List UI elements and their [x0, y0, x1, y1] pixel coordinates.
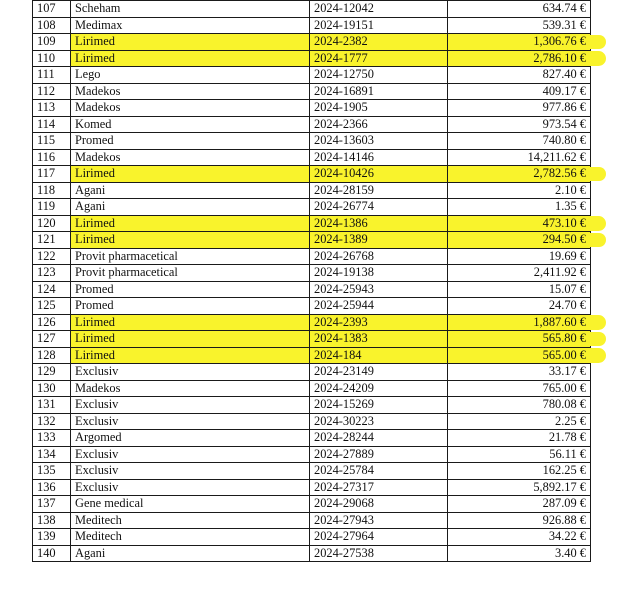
company-name: Madekos [71, 100, 310, 117]
invoice-amount: 33.17 € [448, 364, 591, 381]
invoice-amount: 2,786.10 € [448, 50, 591, 67]
company-name: Lirimed [71, 215, 310, 232]
invoice-number: 2024-25944 [310, 298, 448, 315]
invoice-amount: 565.00 € [448, 347, 591, 364]
company-name: Agani [71, 182, 310, 199]
row-number: 118 [33, 182, 71, 199]
invoice-amount: 21.78 € [448, 430, 591, 447]
invoice-number: 2024-12750 [310, 67, 448, 84]
invoice-number: 2024-184 [310, 347, 448, 364]
invoice-number: 2024-27538 [310, 545, 448, 562]
invoice-amount: 973.54 € [448, 116, 591, 133]
invoice-number: 2024-27317 [310, 479, 448, 496]
table-row [33, 67, 591, 84]
row-number: 116 [33, 149, 71, 166]
invoice-amount: 2,411.92 € [448, 265, 591, 282]
company-name: Lirimed [71, 166, 310, 183]
invoice-number: 2024-2366 [310, 116, 448, 133]
table-row [33, 199, 591, 216]
invoice-amount: 827.40 € [448, 67, 591, 84]
company-name: Promed [71, 281, 310, 298]
row-number: 109 [33, 34, 71, 51]
invoice-number: 2024-30223 [310, 413, 448, 430]
table-row [33, 34, 591, 51]
row-number: 132 [33, 413, 71, 430]
invoice-number: 2024-27943 [310, 512, 448, 529]
invoice-number: 2024-25943 [310, 281, 448, 298]
invoice-table [32, 0, 591, 562]
company-name: Exclusiv [71, 364, 310, 381]
row-number: 127 [33, 331, 71, 348]
table-row [33, 446, 591, 463]
table-row [33, 166, 591, 183]
company-name: Lirimed [71, 347, 310, 364]
invoice-amount: 24.70 € [448, 298, 591, 315]
row-number: 131 [33, 397, 71, 414]
table-row [33, 133, 591, 150]
table-row [33, 17, 591, 34]
invoice-number: 2024-25784 [310, 463, 448, 480]
row-number: 139 [33, 529, 71, 546]
invoice-number: 2024-28159 [310, 182, 448, 199]
company-name: Meditech [71, 512, 310, 529]
table-row [33, 397, 591, 414]
invoice-number: 2024-14146 [310, 149, 448, 166]
invoice-number: 2024-19151 [310, 17, 448, 34]
row-number: 129 [33, 364, 71, 381]
row-number: 117 [33, 166, 71, 183]
company-name: Lirimed [71, 331, 310, 348]
invoice-number: 2024-1777 [310, 50, 448, 67]
invoice-amount: 19.69 € [448, 248, 591, 265]
company-name: Agani [71, 199, 310, 216]
highlighter-mark [588, 233, 606, 248]
company-name: Agani [71, 545, 310, 562]
table-row [33, 479, 591, 496]
company-name: Madekos [71, 83, 310, 100]
row-number: 110 [33, 50, 71, 67]
invoice-amount: 287.09 € [448, 496, 591, 513]
invoice-number: 2024-26768 [310, 248, 448, 265]
highlighter-mark [588, 51, 606, 66]
row-number: 136 [33, 479, 71, 496]
invoice-number: 2024-27964 [310, 529, 448, 546]
invoice-number: 2024-2393 [310, 314, 448, 331]
company-name: Promed [71, 133, 310, 150]
table-row [33, 298, 591, 315]
highlighter-mark [588, 348, 606, 363]
company-name: Meditech [71, 529, 310, 546]
row-number: 121 [33, 232, 71, 249]
invoice-amount: 56.11 € [448, 446, 591, 463]
table-row [33, 380, 591, 397]
invoice-number: 2024-13603 [310, 133, 448, 150]
table-row [33, 100, 591, 117]
invoice-amount: 2.10 € [448, 182, 591, 199]
table-row [33, 463, 591, 480]
invoice-amount: 1,887.60 € [448, 314, 591, 331]
row-number: 133 [33, 430, 71, 447]
highlighter-mark [588, 332, 606, 347]
company-name: Exclusiv [71, 413, 310, 430]
table-row [33, 149, 591, 166]
invoice-amount: 3.40 € [448, 545, 591, 562]
table-row [33, 182, 591, 199]
company-name: Argomed [71, 430, 310, 447]
company-name: Komed [71, 116, 310, 133]
row-number: 107 [33, 1, 71, 18]
invoice-amount: 977.86 € [448, 100, 591, 117]
row-number: 112 [33, 83, 71, 100]
table-row [33, 50, 591, 67]
invoice-amount: 15.07 € [448, 281, 591, 298]
company-name: Lirimed [71, 314, 310, 331]
invoice-number: 2024-19138 [310, 265, 448, 282]
table-row [33, 413, 591, 430]
invoice-number: 2024-1386 [310, 215, 448, 232]
invoice-amount: 539.31 € [448, 17, 591, 34]
company-name: Lego [71, 67, 310, 84]
invoice-amount: 2.25 € [448, 413, 591, 430]
invoice-amount: 294.50 € [448, 232, 591, 249]
company-name: Lirimed [71, 50, 310, 67]
row-number: 108 [33, 17, 71, 34]
row-number: 126 [33, 314, 71, 331]
invoice-number: 2024-2382 [310, 34, 448, 51]
invoice-number: 2024-24209 [310, 380, 448, 397]
company-name: Exclusiv [71, 463, 310, 480]
row-number: 140 [33, 545, 71, 562]
invoice-amount: 162.25 € [448, 463, 591, 480]
row-number: 137 [33, 496, 71, 513]
row-number: 135 [33, 463, 71, 480]
invoice-number: 2024-1905 [310, 100, 448, 117]
table-row [33, 215, 591, 232]
row-number: 138 [33, 512, 71, 529]
invoice-number: 2024-1383 [310, 331, 448, 348]
row-number: 123 [33, 265, 71, 282]
invoice-amount: 473.10 € [448, 215, 591, 232]
table-row [33, 1, 591, 18]
company-name: Medimax [71, 17, 310, 34]
invoice-amount: 565.80 € [448, 331, 591, 348]
invoice-number: 2024-29068 [310, 496, 448, 513]
highlighter-mark [588, 216, 606, 231]
invoice-amount: 926.88 € [448, 512, 591, 529]
highlighter-mark [588, 167, 606, 182]
invoice-amount: 1.35 € [448, 199, 591, 216]
invoice-amount: 634.74 € [448, 1, 591, 18]
invoice-amount: 765.00 € [448, 380, 591, 397]
row-number: 113 [33, 100, 71, 117]
company-name: Promed [71, 298, 310, 315]
company-name: Exclusiv [71, 446, 310, 463]
row-number: 134 [33, 446, 71, 463]
table-row [33, 347, 591, 364]
company-name: Provit pharmacetical [71, 248, 310, 265]
invoice-number: 2024-10426 [310, 166, 448, 183]
row-number: 125 [33, 298, 71, 315]
row-number: 124 [33, 281, 71, 298]
invoice-amount: 780.08 € [448, 397, 591, 414]
row-number: 114 [33, 116, 71, 133]
table-row [33, 281, 591, 298]
highlighter-mark [588, 315, 606, 330]
table-row [33, 265, 591, 282]
row-number: 111 [33, 67, 71, 84]
company-name: Scheham [71, 1, 310, 18]
invoice-number: 2024-1389 [310, 232, 448, 249]
invoice-number: 2024-27889 [310, 446, 448, 463]
company-name: Lirimed [71, 232, 310, 249]
table-row [33, 331, 591, 348]
table-row [33, 430, 591, 447]
table-row [33, 512, 591, 529]
invoice-number: 2024-23149 [310, 364, 448, 381]
invoice-number: 2024-16891 [310, 83, 448, 100]
row-number: 122 [33, 248, 71, 265]
invoice-number: 2024-26774 [310, 199, 448, 216]
table-row [33, 232, 591, 249]
table-row [33, 529, 591, 546]
invoice-table-body [33, 1, 591, 562]
table-row [33, 545, 591, 562]
company-name: Provit pharmacetical [71, 265, 310, 282]
invoice-amount: 34.22 € [448, 529, 591, 546]
row-number: 115 [33, 133, 71, 150]
table-row [33, 364, 591, 381]
invoice-amount: 740.80 € [448, 133, 591, 150]
row-number: 120 [33, 215, 71, 232]
invoice-amount: 2,782.56 € [448, 166, 591, 183]
invoice-amount: 1,306.76 € [448, 34, 591, 51]
invoice-amount: 5,892.17 € [448, 479, 591, 496]
company-name: Lirimed [71, 34, 310, 51]
company-name: Madekos [71, 149, 310, 166]
invoice-number: 2024-28244 [310, 430, 448, 447]
row-number: 130 [33, 380, 71, 397]
table-row [33, 314, 591, 331]
invoice-amount: 409.17 € [448, 83, 591, 100]
highlighter-mark [588, 35, 606, 50]
row-number: 119 [33, 199, 71, 216]
table-row [33, 116, 591, 133]
row-number: 128 [33, 347, 71, 364]
company-name: Exclusiv [71, 397, 310, 414]
company-name: Gene medical [71, 496, 310, 513]
table-row [33, 248, 591, 265]
invoice-table-sheet [32, 0, 590, 562]
invoice-number: 2024-12042 [310, 1, 448, 18]
invoice-number: 2024-15269 [310, 397, 448, 414]
table-row [33, 83, 591, 100]
company-name: Madekos [71, 380, 310, 397]
table-row [33, 496, 591, 513]
company-name: Exclusiv [71, 479, 310, 496]
invoice-amount: 14,211.62 € [448, 149, 591, 166]
